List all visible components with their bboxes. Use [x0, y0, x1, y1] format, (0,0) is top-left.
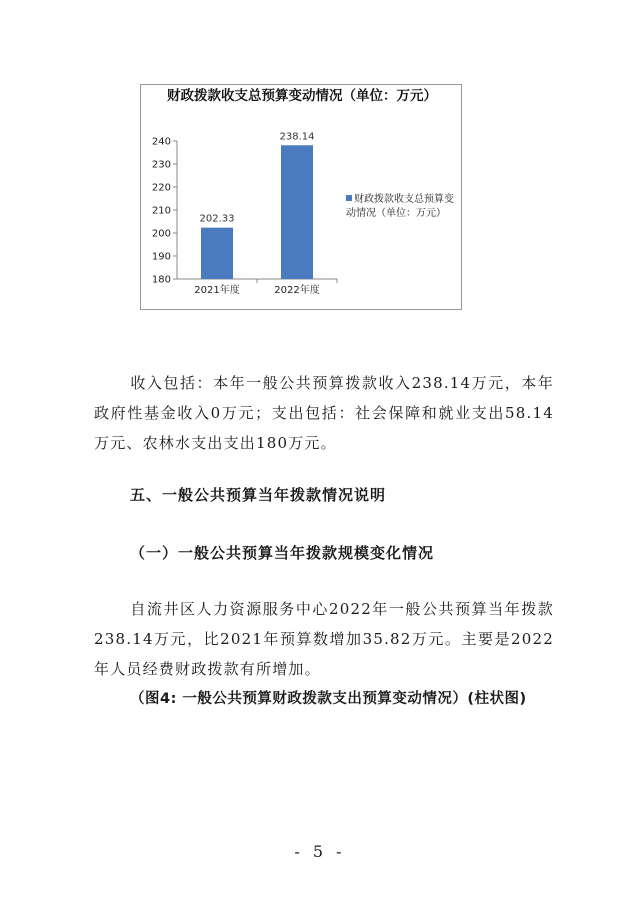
y-tick-label: 210: [151, 205, 171, 217]
bar-2022年度: [281, 145, 313, 279]
chart-legend: [346, 193, 456, 221]
figure-caption: （图4: 一般公共预算财政拨款支出预算变动情况）(柱状图): [130, 691, 527, 707]
section-heading: 五、一般公共预算当年拨款情况说明: [130, 486, 387, 504]
y-tick-label: 230: [151, 159, 171, 171]
paragraph-1-text: 收入包括：本年一般公共预算拨款收入238.14万元，本年政府性基金收入0万元；支出包括：社会保障和就业支出58.14万元、农林水支出支出180万元。: [94, 374, 554, 452]
y-tick-label: 190: [151, 251, 171, 263]
y-tick-label: 180: [151, 274, 171, 286]
data-label: 202.33: [199, 213, 235, 225]
paragraph-2-text: 自流井区人力资源服务中心2022年一般公共预算当年拨款238.14万元，比2021年预算数增加35.82万元。主要是2022年人员经费财政拨款有所增加。: [94, 600, 554, 678]
y-tick-label: 240: [151, 136, 171, 148]
legend-label: 财政拨款收支总预算变动情况（单位：万元）: [346, 194, 454, 219]
x-tick-label: 2021年度: [194, 285, 240, 296]
bar-2021年度: [201, 228, 233, 279]
data-label: 238.14: [279, 131, 315, 143]
income-expenditure-paragraph: [94, 368, 554, 458]
page-number: - 5 -: [294, 842, 346, 861]
x-tick-label: 2022年度: [274, 285, 320, 296]
y-tick-label: 200: [151, 228, 171, 240]
subsection-heading: （一）一般公共预算当年拨款规模变化情况: [130, 544, 435, 562]
y-tick-label: 220: [151, 182, 171, 194]
budget-change-chart: [140, 84, 462, 310]
chart-title: 财政拨款收支总预算变动情况（单位：万元）: [167, 88, 437, 104]
legend-swatch: [346, 195, 352, 201]
appropriation-paragraph: [94, 594, 554, 684]
